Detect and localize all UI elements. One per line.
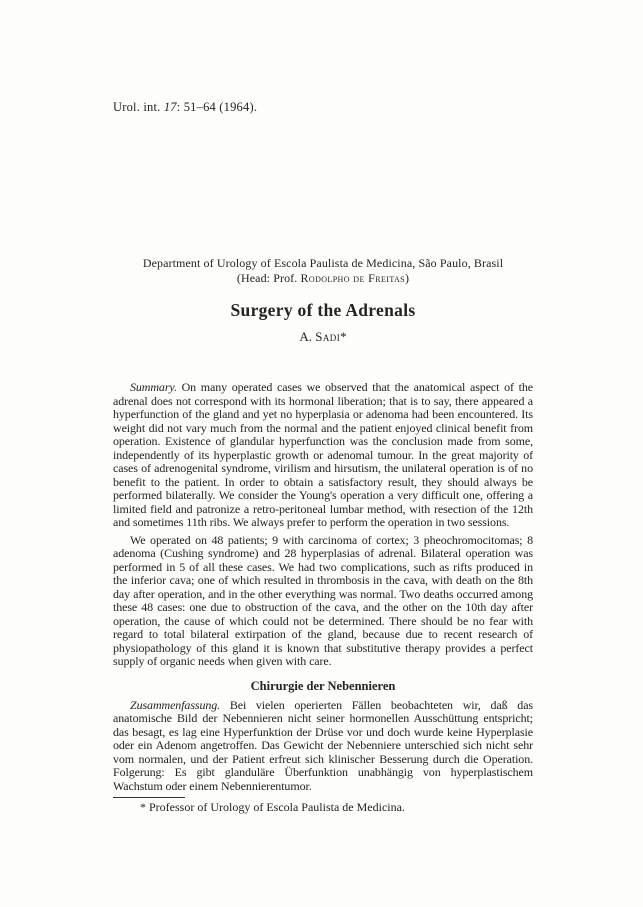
summary-paragraph-1-text: On many operated cases we observed that the anatomical aspect of the adrenal does not correspond with its hormonal liberation; that is to say, there appeared a hyperfunction of the gland and yet no hyperplasia or adenoma had been encountered. Its weight did not vary much from the normal and the patient enjoyed clinical benefit from operation. Existence of glandular hyperfunction was the conclusion made from some, independently of its hyperplastic growth or adenomal tumour. In the great majority of cases of adrenogenital syndrome, virilism and hirsutism, the unilateral operation is of no benefit to the patient. In order to obtain a satisfactory result, they should always be performed bilaterally. We consider the Young's operation a very difficult one, offering a limited field and patronize a retro-peritoneal lumbar method, with resection of the 12th and sometimes 11th ribs. We always prefer to perform the operation in two sessions. [113,380,533,529]
zusammenfassung-label: Zusammenfassung. [130,697,221,712]
summary-paragraph-1 [113,381,533,530]
author-line [113,329,533,345]
german-summary-section [113,699,533,794]
journal-name: Urol. int. [113,100,164,114]
department-head-line [113,271,533,286]
german-section-heading: Chirurgie der Nebennieren [250,678,396,693]
summary-label: Summary. [130,380,177,394]
author-name: Sadi [315,329,341,344]
german-summary-text: Bei vielen operierten Fällen beobachteten wir, daß das anatomische Bild der Nebennieren nicht seiner hormonellen Ausschüttung entspricht; das besagt, es lag eine Hyperfunktion der Drüse vor und doch wurde keine Hyperplasie oder ein Adenom angetroffen. Das Gewicht der Nebenniere unterschied sich nicht sehr vom normalen, und der Patient erfreut sich klinischer Besserung durch die Operation. Folgerung: Es gibt glanduläre Überfunktion unabhängig von hyperplastischem Wachstum oder einem Nebennierentumor. [113,697,533,793]
affiliation-line: Department of Urology of Escola Paulista de Medicina, São Paulo, Brasil [142,256,504,270]
head-label: (Head: Prof. [236,271,301,285]
author-footnote-marker: * [340,329,347,344]
footnote-text: * Professor of Urology of Escola Paulista de Medicina. [140,800,405,814]
paper-title: Surgery of the Adrenals [230,300,416,320]
summary-paragraph-2: We operated on 48 patients; 9 with carcinoma of cortex; 3 pheochromocitomas; 8 adenoma (Cushing syndrome) and 28 hyperplasias of adrenal. Bilateral operation was performed in 5 of all these cases. We had two complications, such as rifts produced in the inferior cava; one of which resulted in thrombosis in the cava, with death on the 8th day after operation, and in the other everything was normal. Two deaths occurred among these 48 cases: one due to obstruction of the cava, and the other on the 10th day after operation, the cause of which could not be determined. There should be no fear with regard to total bilateral extirpation of the gland, because due to recent research of physiopathology of this gland it is known that substitutive therapy provides a perfect supply of organic needs when given with care. [113,532,533,668]
head-suffix: ) [405,271,410,285]
journal-volume: 17 [163,100,177,114]
footnote-divider [113,797,185,798]
english-summary-section [113,381,533,669]
head-name: Rodolpho de Freitas [300,271,406,285]
author-initial: A. [299,329,316,344]
german-summary-paragraph [113,699,533,794]
journal-reference [113,100,533,115]
affiliation-block [113,256,533,286]
journal-pages: : 51–64 (1964). [176,100,258,114]
